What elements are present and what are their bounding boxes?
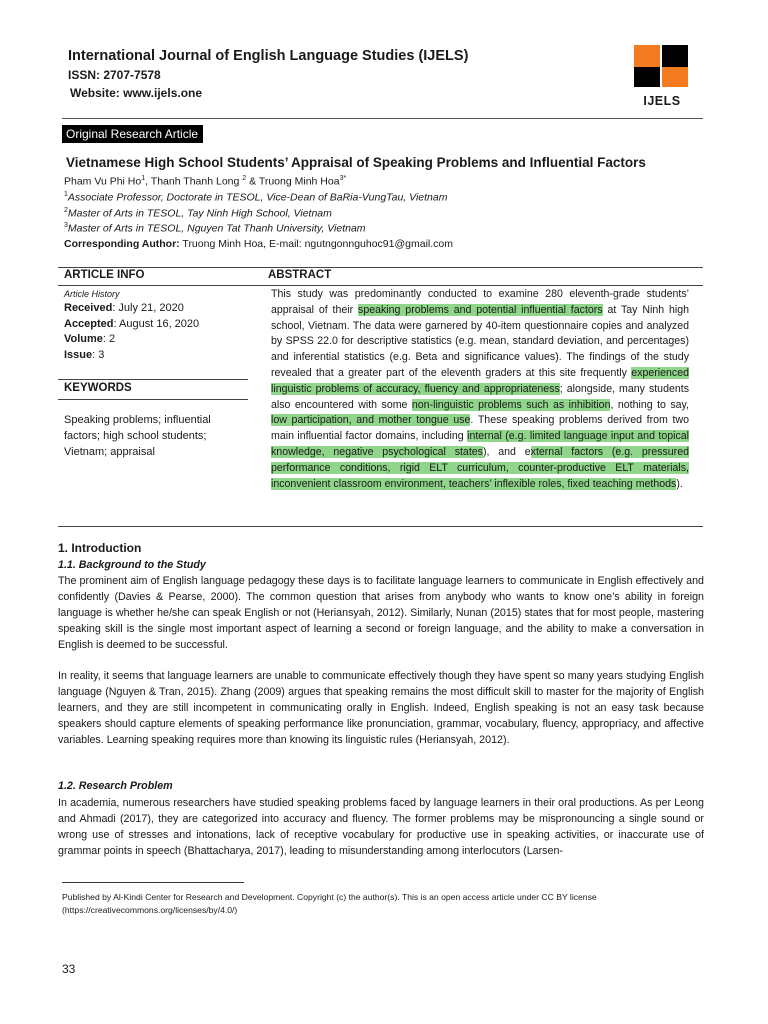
article-history-label: Article History bbox=[64, 289, 120, 299]
info-bottom-rule bbox=[58, 526, 703, 527]
license-footnote: Published by Al-Kindi Center for Research and Development. Copyright (c) the author(s). This is an open access article under CC BY license (https://creativecommons.org/licenses/by/4.0/) bbox=[62, 892, 597, 915]
journal-website: Website: www.ijels.one bbox=[70, 86, 203, 100]
author-line: Pham Vu Phi Ho$^1$, Thanh Thanh Long $^2$ & Truong Minh Hoa$^{3*}$ bbox=[64, 175, 347, 188]
abstract-text: This study was predominantly conducted to examine 280 eleventh-grade students’ appraisal of their speaking problems and potential influential factors at Tay Ninh high school, Vietnam. The data were garnered by 40-item questionnaire copies and analyzed by SPSS 22.0 for descriptive statistics (e.g. mean, standard deviation, and percentages) and inferential statistics (e.g. Beta and significance values). The findings of the study revealed that a greater part of the eleventh graders at this site frequently experienced linguistic problems of accuracy, fluency and appropriateness; alongside, many students also encountered with some non-linguistic problems such as inhibition, nothing to say, low participation, and mother tongue use. These speaking problems derived from two main influential factor domains, including internal (e.g. limited language input and topical knowledge, negative psychological states), and external factors (e.g. pressured performance conditions, rigid ELT curriculum, counter-productive ELT materials, inconvenient classroom environment, teachers’ inflexible roles, fixed teaching methods). bbox=[271, 288, 690, 490]
highlight: xternal factors (e.g. pressured performance conditions, rigid ELT curriculum, counter-productive ELT materials, inconvenient classroom environment, teachers’ inflexible roles, fixed teaching methods bbox=[271, 445, 689, 490]
info-top-rule bbox=[58, 267, 703, 268]
header-divider bbox=[62, 118, 703, 119]
paper-title: Vietnamese High School Students’ Appraisal of Speaking Problems and Influential Factors bbox=[66, 155, 646, 170]
received-date: Received: July 21, 2020 bbox=[64, 302, 184, 314]
logo-text: IJELS bbox=[643, 94, 681, 108]
subsection-heading-background: 1.1. Background to the Study bbox=[58, 559, 206, 571]
paragraph-2: In reality, it seems that language learners are unable to communicate effectively though they have spent so many years studying English language (Nguyen & Tran, 2015). Zhang (2009) argues that speaking remains the most difficult skill to master for the majority of English learners, and they are still incompetent in communicating orally in English. Indeed, English speaking is not an easy task because speakers should capture elements of speaking performance like pronunciation, grammar, vocabulary, fluency, appropriacy, and affective variables. Learning speaking requires more than knowing its linguistic rules (Heriansyah, 2012). bbox=[58, 670, 704, 746]
highlight: speaking problems and potential influential factors bbox=[358, 303, 603, 316]
keywords-line-1: Speaking problems; influential bbox=[64, 414, 211, 426]
corresponding-author: Corresponding Author: Truong Minh Hoa, E-mail: ngutngonnguhoc91@gmail.com bbox=[64, 238, 453, 250]
volume: Volume: 2 bbox=[64, 333, 116, 345]
highlight: experienced linguistic problems of accuracy, fluency and appropriateness bbox=[271, 366, 689, 395]
paragraph-3: In academia, numerous researchers have studied speaking problems faced by language learners in their oral productions. As per Leong and Ahmadi (2017), they are categorized into accuracy and fluency. The former problems may be mispronouncing a single sound or wrong use of stresses and intonations, lack of receptive vocabulary for productive use in speaking activities, or inaccurate use of grammar points in speech (Bhattacharya, 2017), leading to misunderstanding among interlocutors (Larsen- bbox=[58, 797, 704, 857]
logo-square-black-2 bbox=[634, 67, 660, 87]
highlight: low participation, and mother tongue use bbox=[271, 414, 471, 427]
footnote-rule bbox=[62, 882, 244, 883]
article-type-badge: Original Research Article bbox=[62, 125, 203, 143]
affiliation-2: $^2$Master of Arts in TESOL, Tay Ninh High School, Vietnam bbox=[64, 207, 332, 220]
highlight: non-linguistic problems such as inhibition bbox=[411, 398, 611, 411]
highlight: internal (e.g. limited language input and topical knowledge, negative psychological states bbox=[271, 430, 689, 458]
page-number: 33 bbox=[62, 962, 76, 976]
keywords-top-rule bbox=[58, 379, 248, 380]
journal-title: International Journal of English Language Studies (IJELS) bbox=[68, 48, 469, 64]
subsection-heading-research-problem: 1.2. Research Problem bbox=[58, 780, 173, 792]
affiliation-3: $^3$Master of Arts in TESOL, Nguyen Tat Thanh University, Vietnam bbox=[64, 222, 366, 235]
logo-square-orange-2 bbox=[662, 67, 688, 87]
keywords-heading: KEYWORDS bbox=[64, 382, 132, 394]
affiliation-1: $^1$Associate Professor, Doctorate in TESOL, Vice-Dean of BaRia-VungTau, Vietnam bbox=[64, 191, 448, 204]
article-info-heading: ARTICLE INFO bbox=[64, 269, 145, 281]
section-heading-introduction: 1. Introduction bbox=[58, 541, 142, 555]
paragraph-1: The prominent aim of English language pedagogy these days is to facilitate language learners to communicate in English effectively and confidently (Davies & Pearse, 2000). The common question that arises from anybody who wants to know one’s ability in foreign language is whether he/she can speak English or not (Heriansyah, 2012). Similarly, Nunan (2015) states that for most people, mastering speaking skill is the single most important aspect of learning a second or foreign language, and the ability to make a conversation in English is deemed to be successful. bbox=[58, 575, 704, 651]
abstract-heading: ABSTRACT bbox=[268, 269, 332, 281]
ijels-logo bbox=[634, 45, 690, 109]
issue: Issue: 3 bbox=[64, 349, 105, 361]
keywords-line-2: factors; high school students; bbox=[64, 430, 207, 442]
info-header-rule bbox=[58, 285, 703, 286]
accepted-date: Accepted: August 16, 2020 bbox=[64, 318, 200, 330]
journal-issn: ISSN: 2707-7578 bbox=[68, 68, 161, 82]
keywords-line-3: Vietnam; appraisal bbox=[64, 446, 155, 458]
keywords-bottom-rule bbox=[58, 399, 248, 400]
